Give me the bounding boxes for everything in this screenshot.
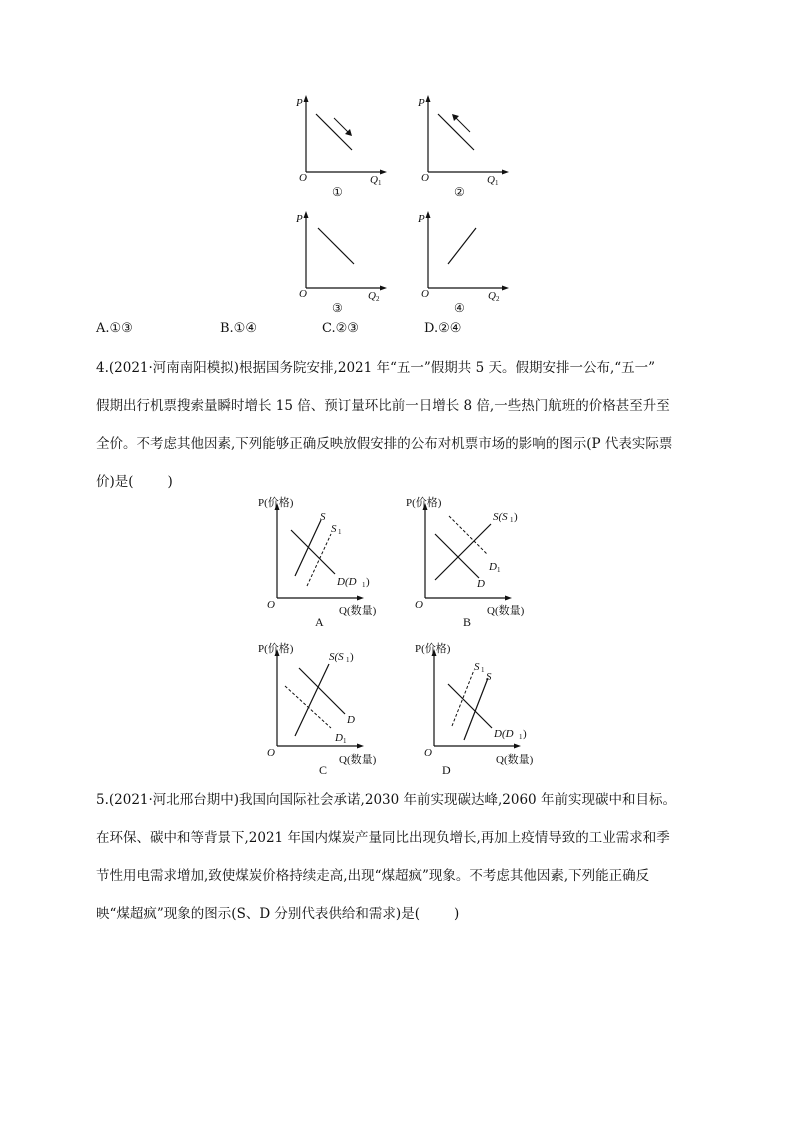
text-line: [96, 468, 672, 496]
origin-label: O: [299, 288, 307, 300]
supply-curve: [448, 228, 476, 264]
q3-graph-1: [290, 92, 400, 202]
s-label-close: ): [514, 511, 518, 523]
d1-label: D: [489, 561, 497, 573]
graph-caption: ④: [454, 301, 465, 315]
x-axis-label: Q(数量): [496, 754, 534, 766]
graph-caption: ②: [454, 185, 465, 199]
s-label-close: ): [350, 651, 354, 663]
s1-subscript: 1: [346, 656, 350, 664]
graph-caption: ③: [332, 301, 343, 315]
d-label: D(D: [494, 728, 514, 740]
s-label: S: [486, 671, 492, 683]
q3-graph-2: [412, 92, 522, 202]
option-b[interactable]: B.①④: [220, 321, 257, 336]
option-d[interactable]: D.②④: [424, 321, 462, 336]
d1-subscript: 1: [497, 566, 501, 574]
demand-curve: [448, 684, 492, 728]
q-axis-label: Q: [368, 290, 376, 302]
p-axis-label: P: [418, 213, 425, 225]
q4-text: [96, 354, 672, 496]
origin-label: O: [299, 172, 307, 184]
q5-text: [96, 786, 676, 928]
origin-label: O: [424, 747, 432, 759]
s1-label: S: [331, 523, 337, 535]
x-axis-label: Q(数量): [487, 605, 525, 617]
q3-graph-4: [412, 208, 522, 318]
demand-curve: [316, 114, 352, 150]
origin-label: O: [421, 288, 429, 300]
demand-curve: [435, 534, 479, 578]
q-axis-label: Q: [487, 174, 495, 186]
text-line: 假期出行机票搜索量瞬时增长 15 倍、预订量环比前一日增长 8 倍,一些热门航班的价格甚至升至: [96, 398, 670, 414]
d-label: D: [477, 578, 485, 590]
demand-curve: [438, 114, 474, 150]
option-c[interactable]: C.②③: [322, 321, 359, 336]
q4-graph-c: [255, 640, 395, 778]
answer-close: ): [453, 906, 460, 922]
s1-subscript: 1: [510, 516, 514, 524]
q-axis-label: Q: [488, 290, 496, 302]
q4-graph-d: [412, 640, 552, 778]
d-label: D(D: [337, 576, 357, 588]
d1-label: D: [335, 732, 343, 744]
y-axis-label: P(价格): [415, 643, 451, 655]
origin-label: O: [267, 747, 275, 759]
s1-label: S: [474, 661, 480, 673]
supply-curve-shifted: [452, 670, 474, 726]
text-line: [96, 900, 676, 928]
graph-caption: A: [315, 615, 324, 629]
p-axis-label: P: [418, 97, 425, 109]
q-axis-subscript: 2: [496, 295, 500, 303]
answer-stem: 映“煤超疯”现象的图示(S、D 分别代表供给和需求)是(: [96, 906, 420, 922]
supply-curve: [435, 524, 491, 580]
q3-options: [96, 321, 696, 341]
graph-caption: D: [442, 763, 451, 777]
d1-subscript: 1: [343, 737, 347, 745]
y-axis-label: P(价格): [258, 497, 294, 509]
graph-caption: ①: [332, 185, 343, 199]
d-label-close: ): [366, 576, 370, 588]
answer-close: ): [167, 474, 173, 490]
d-label: D: [347, 714, 355, 726]
p-axis-label: P: [296, 97, 303, 109]
text-line: 节性用电需求增加,致使煤炭价格持续走高,出现“煤超疯”现象。不考虑其他因素,下列能正确反: [96, 868, 650, 884]
demand-curve: [299, 668, 345, 714]
graph-caption: C: [319, 763, 328, 777]
text-line: 全价。不考虑其他因素,下列能够正确反映放假安排的公布对机票市场的影响的图示(P 代表实际票: [96, 436, 673, 452]
text-line: 4.(2021·河南南阳模拟)根据国务院安排,2021 年“五一”假期共 5 天。假期安排一公布,“五一”: [96, 360, 656, 376]
text-line: 在环保、碳中和等背景下,2021 年国内煤炭产量同比出现负增长,再加上疫情导致的工业需求和季: [96, 830, 670, 846]
q-axis-label: Q: [370, 174, 378, 186]
y-axis-label: P(价格): [258, 643, 294, 655]
q4-graph-b: [403, 494, 543, 629]
supply-curve: [295, 520, 321, 576]
x-axis-label: Q(数量): [339, 754, 377, 766]
q-axis-subscript: 2: [376, 295, 380, 303]
d-label-close: ): [523, 728, 527, 740]
demand-curve-shifted: [449, 516, 487, 554]
y-axis-label: P(价格): [406, 497, 442, 509]
text-line: 5.(2021·河北邢台期中)我国向国际社会承诺,2030 年前实现碳达峰,2060 年前实现碳中和目标。: [96, 792, 676, 808]
q4-graph-a: [255, 494, 395, 629]
s-label: S(S: [329, 651, 344, 663]
s-label: S(S: [493, 511, 508, 523]
option-a[interactable]: A.①③: [96, 321, 133, 336]
q3-graph-3: [290, 208, 400, 318]
d1-subscript: 1: [362, 581, 366, 589]
q-axis-subscript: 1: [495, 179, 499, 187]
graph-caption: B: [463, 615, 472, 629]
origin-label: O: [421, 172, 429, 184]
s1-subscript: 1: [481, 666, 485, 674]
p-axis-label: P: [296, 213, 303, 225]
demand-curve: [318, 228, 354, 264]
s1-subscript: 1: [338, 528, 342, 536]
x-axis-label: Q(数量): [339, 605, 377, 617]
d1-subscript: 1: [519, 733, 523, 741]
s-label: S: [320, 511, 326, 523]
answer-stem: 价)是(: [96, 474, 134, 490]
origin-label: O: [267, 599, 275, 611]
origin-label: O: [415, 599, 423, 611]
q-axis-subscript: 1: [378, 179, 382, 187]
